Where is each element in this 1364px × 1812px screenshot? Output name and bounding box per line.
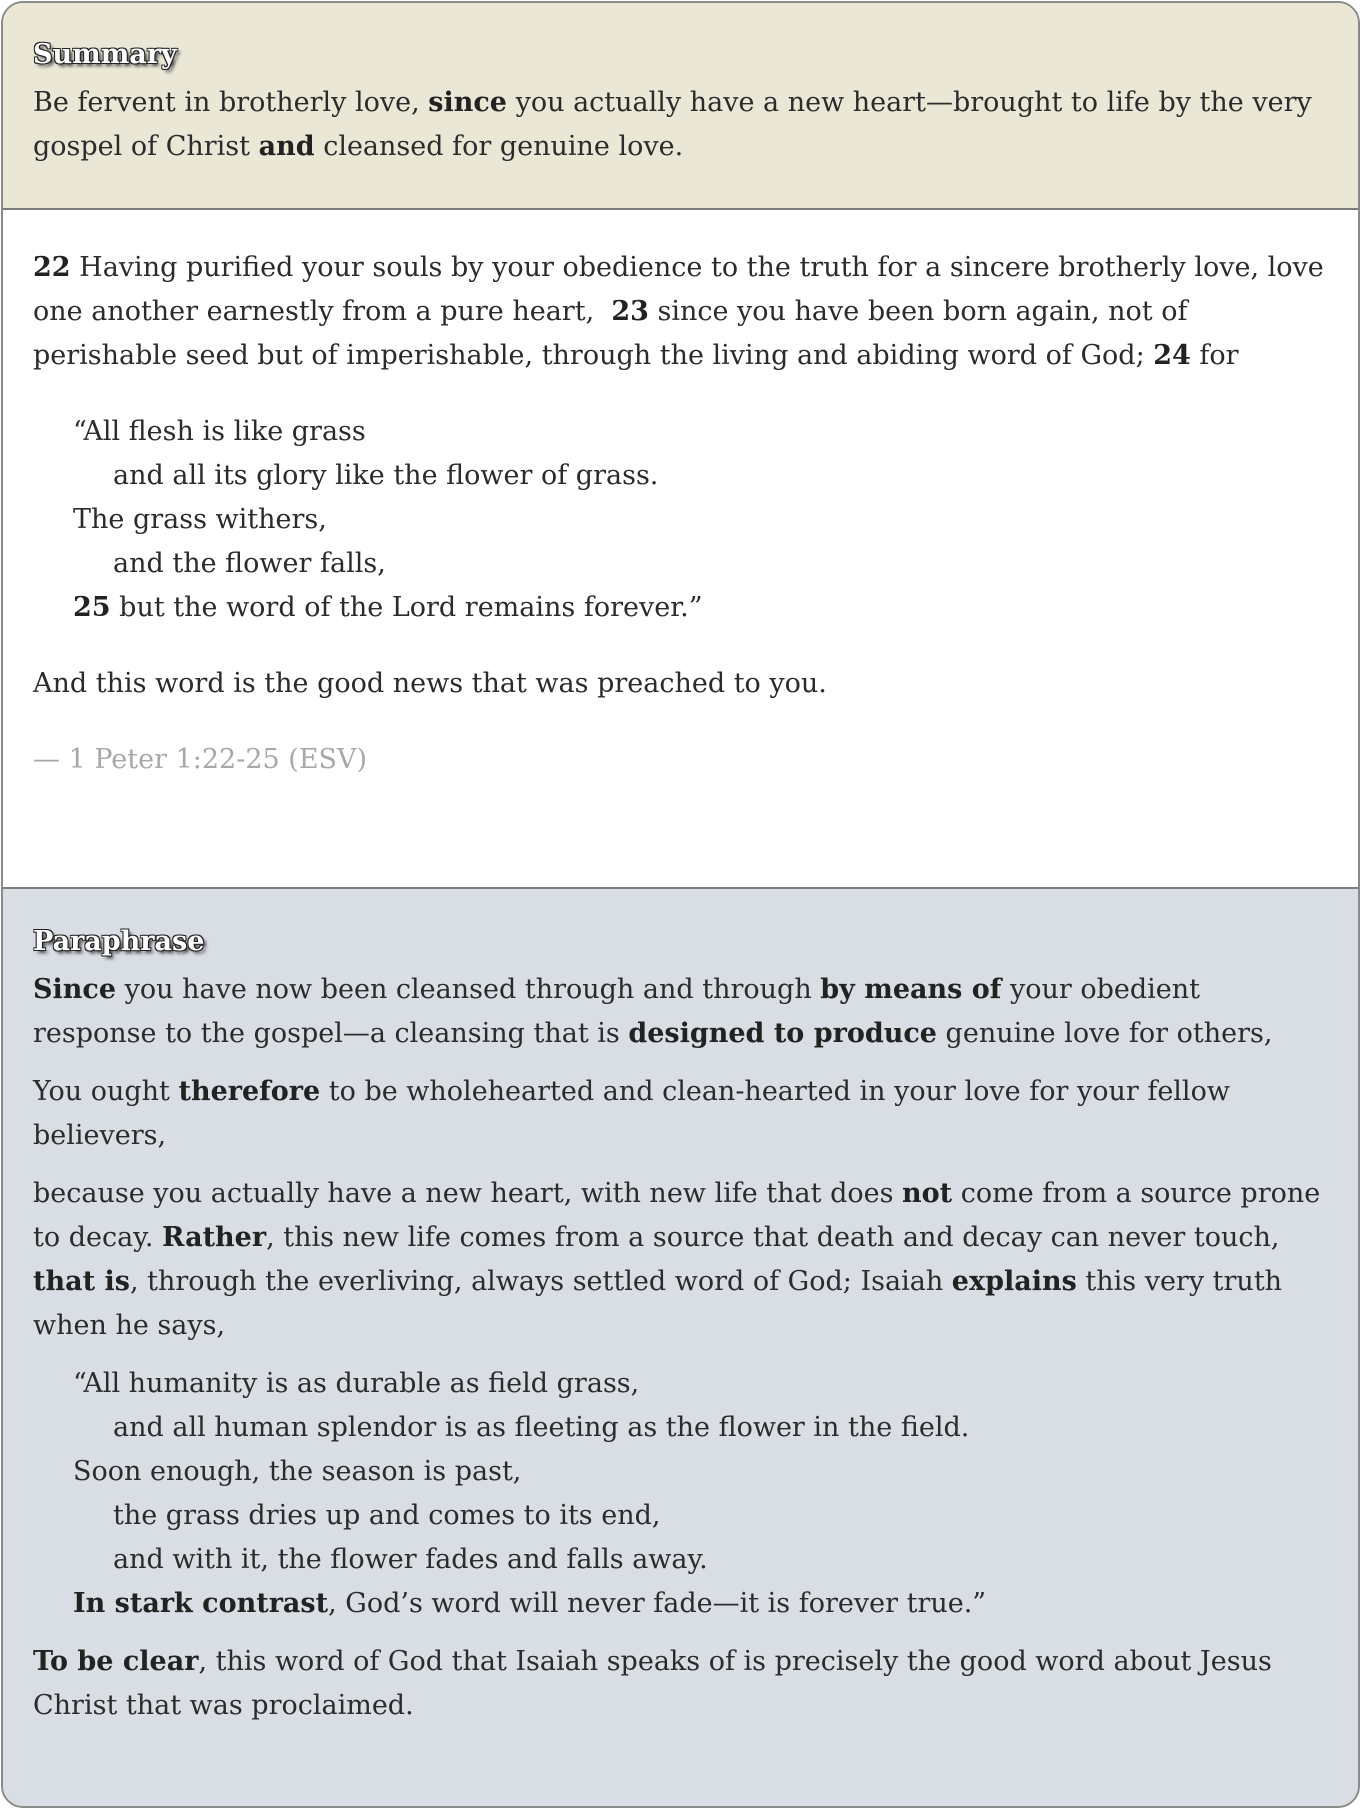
poem-line <box>73 1582 1328 1626</box>
emphasis: Since <box>33 974 117 1005</box>
emphasis: designed to produce <box>628 1018 937 1049</box>
summary-section <box>3 3 1358 210</box>
text: your obedient response to the gospel—a cleansing that is <box>33 974 1200 1049</box>
paraphrase-poem <box>73 1362 1328 1626</box>
scripture-closing: And this word is the good news that was preached to you. <box>33 668 827 699</box>
text: because you actually have a new heart, with new life that does <box>33 1178 903 1209</box>
emphasis: To be clear <box>33 1646 199 1677</box>
text: , this word of God that Isaiah speaks of is precisely the good word about Jesus Christ that was proclaimed. <box>33 1646 1272 1721</box>
poem-line: Soon enough, the season is past, <box>73 1456 522 1487</box>
text: cleansed for genuine love. <box>314 131 684 162</box>
scripture-reference: — 1 Peter 1:22-25 (ESV) <box>33 744 368 775</box>
emphasis: by means of <box>820 974 1002 1005</box>
verse-number: 22 <box>33 252 71 283</box>
text: genuine love for others, <box>936 1018 1273 1049</box>
summary-text <box>33 81 1328 169</box>
emphasis: explains <box>951 1266 1077 1297</box>
verse-text: since you have been born again, not of perishable seed but of imperishable, through the living and abiding word of God; <box>33 296 1188 371</box>
poem-line <box>73 586 1328 630</box>
poem-line: “All humanity is as durable as field grass, <box>73 1368 640 1399</box>
paraphrase-section <box>3 889 1358 1808</box>
text: you actually have a new heart—brought to life by the very gospel of Christ <box>33 87 1312 162</box>
poem-line: and all its glory like the flower of grass. <box>113 460 659 491</box>
passage-card <box>1 1 1360 1808</box>
text: Be fervent in brotherly love, <box>33 87 429 118</box>
verse-number: 25 <box>73 592 111 623</box>
scripture-poem <box>73 410 1328 630</box>
summary-title: Summary <box>33 39 177 70</box>
paraphrase-title: Paraphrase <box>33 926 205 957</box>
scripture-section <box>3 210 1358 889</box>
paraphrase-paragraph <box>33 1172 1328 1348</box>
verse-text: but the word of the Lord remains forever.” <box>110 592 703 623</box>
poem-line: and the flower falls, <box>113 548 386 579</box>
text: to be wholehearted and clean-hearted in your love for your fellow believers, <box>33 1076 1230 1151</box>
scripture-prose <box>33 246 1333 378</box>
emphasis: not <box>902 1178 953 1209</box>
emphasis: Rather <box>162 1222 267 1253</box>
emphasis: and <box>258 131 315 162</box>
emphasis: that is <box>33 1266 130 1297</box>
poem-line: and all human splendor is as fleeting as the flower in the field. <box>113 1412 970 1443</box>
paraphrase-paragraph <box>33 968 1328 1056</box>
emphasis: In stark contrast <box>73 1588 329 1619</box>
text: this very truth when he says, <box>33 1266 1283 1341</box>
poem-line: the grass dries up and comes to its end, <box>113 1500 661 1531</box>
verse-number: 24 <box>1153 340 1191 371</box>
text: you have now been cleansed through and through <box>116 974 821 1005</box>
text: You ought <box>33 1076 179 1107</box>
poem-line: and with it, the flower fades and falls away. <box>113 1544 708 1575</box>
poem-line: The grass withers, <box>73 504 327 535</box>
text: , God’s word will never fade—it is forever true.” <box>328 1588 987 1619</box>
verse-text: for <box>1190 340 1239 371</box>
text: , this new life comes from a source that death and decay can never touch, <box>266 1222 1280 1253</box>
verse-text: Having purified your souls by your obedience to the truth for a sincere brotherly love, love one another earnestly from a pure heart, <box>33 252 1333 327</box>
paraphrase-paragraph <box>33 1640 1328 1728</box>
emphasis: since <box>428 87 507 118</box>
verse-number: 23 <box>611 296 649 327</box>
text: come from a source prone to decay. <box>33 1178 1321 1253</box>
text: , through the everliving, always settled word of God; Isaiah <box>129 1266 952 1297</box>
paraphrase-paragraph <box>33 1070 1328 1158</box>
emphasis: therefore <box>178 1076 321 1107</box>
poem-line: “All flesh is like grass <box>73 416 366 447</box>
